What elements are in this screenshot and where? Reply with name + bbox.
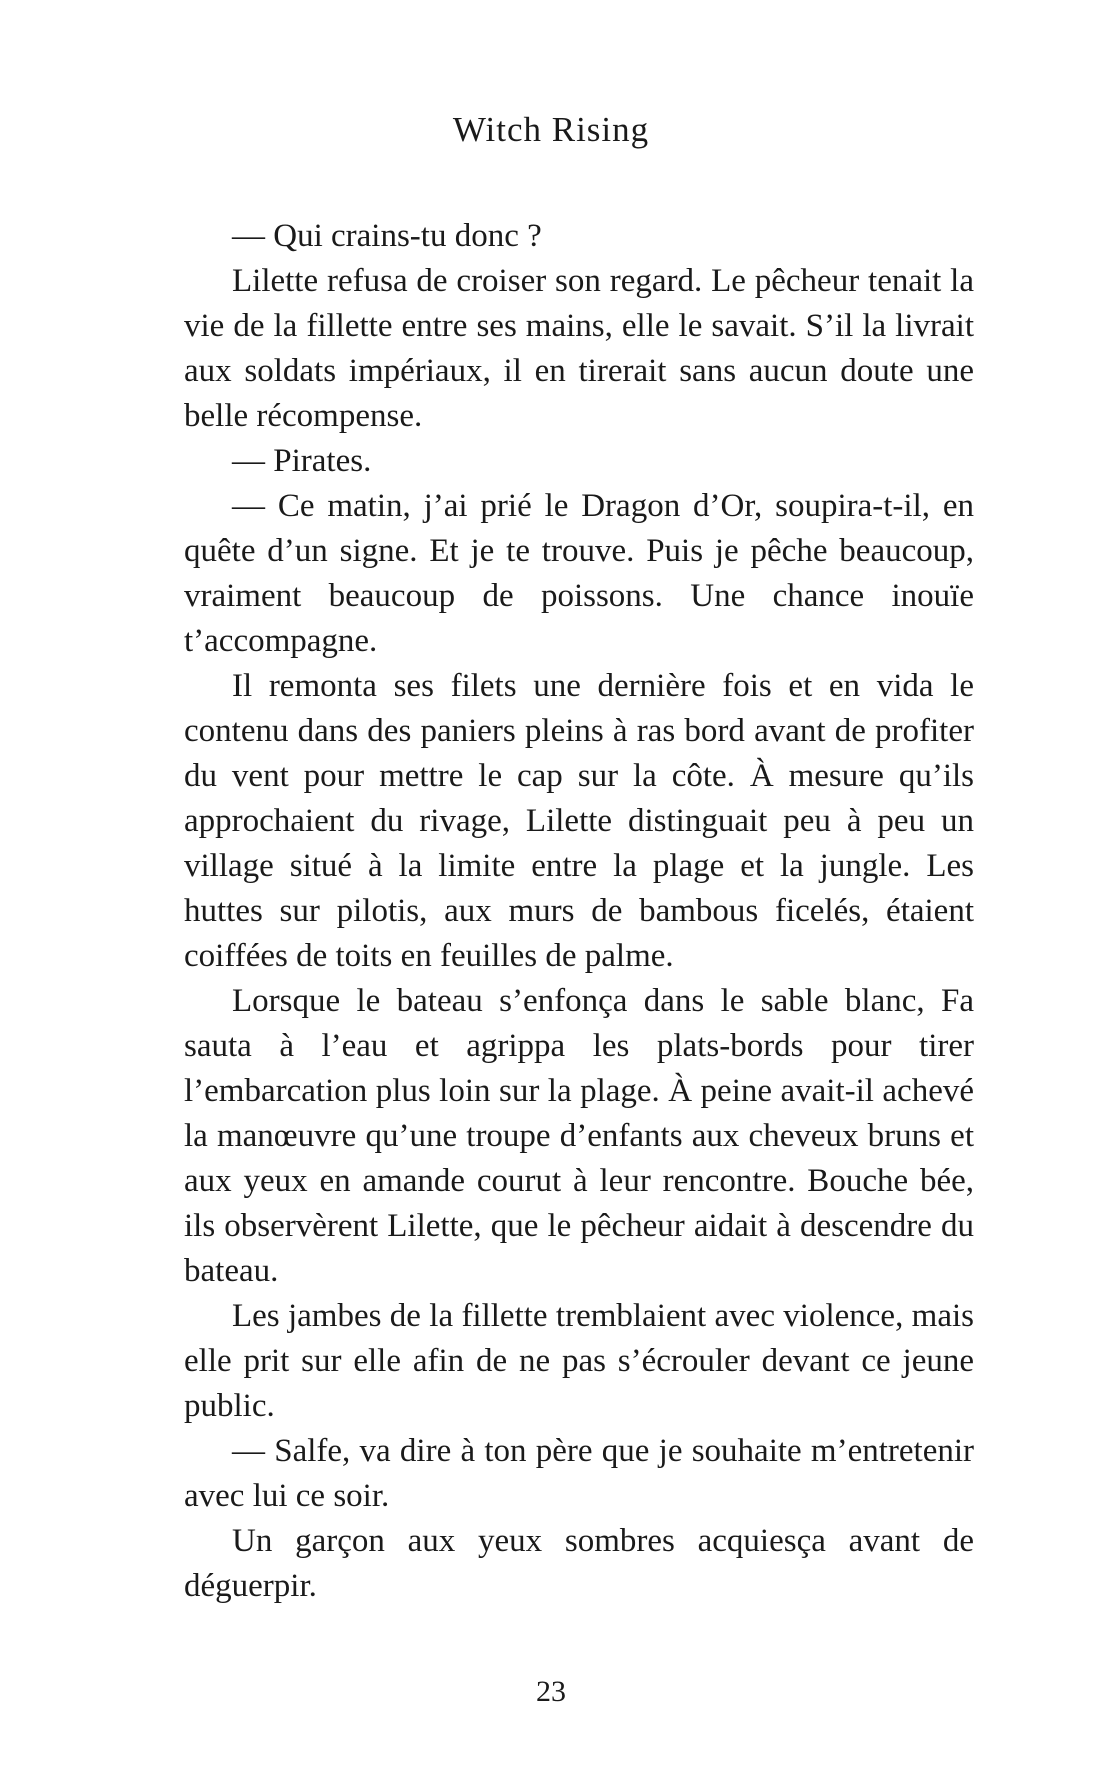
paragraph: — Ce matin, j’ai prié le Dragon d’Or, soupira-t-il, en quête d’un signe. Et je te trouve. Puis je pêche beaucoup, vraiment beaucoup de poissons. Une chance inouïe t’accompagne. — [184, 488, 974, 659]
paragraph: — Salfe, va dire à ton père que je souhaite m’entretenir avec lui ce soir. — [184, 1433, 974, 1514]
paragraph: Lilette refusa de croiser son regard. Le pêcheur tenait la vie de la fillette entre ses mains, elle le savait. S’il la livrait aux soldats impériaux, il en tirerait sans aucun doute une belle récompense. — [184, 263, 974, 434]
paragraph: — Pirates. — [232, 443, 372, 479]
paragraph: Lorsque le bateau s’enfonça dans le sable blanc, Fa sauta à l’eau et agrippa les plats-bords pour tirer l’embarcation plus loin sur la plage. À peine avait-il achevé la manœuvre qu’une troupe d’enfants aux cheveux bruns et aux yeux en amande courut à leur rencontre. Bouche bée, ils observèrent Lilette, que le pêcheur aidait à descendre du bateau. — [184, 983, 974, 1289]
running-head: Witch Rising — [452, 110, 650, 149]
paragraph: Il remonta ses filets une dernière fois et en vida le contenu dans des paniers pleins à ras bord avant de profiter du vent pour mettre le cap sur la côte. À mesure qu’ils approchaient du rivage, Lilette distinguait peu à peu un village situé à la limite entre la plage et la jungle. Les huttes sur pilotis, aux murs de bambous ficelés, étaient coiffées de toits en feuilles de palme. — [184, 668, 974, 974]
page-number: 23 — [536, 1675, 566, 1708]
paragraph: Un garçon aux yeux sombres acquiesça avant de déguerpir. — [184, 1523, 974, 1604]
paragraph: — Qui crains-tu donc ? — [232, 218, 542, 254]
paragraph: Les jambes de la fillette tremblaient avec violence, mais elle prit sur elle afin de ne pas s’écrouler devant ce jeune public. — [184, 1298, 974, 1424]
body-text — [184, 214, 974, 1609]
